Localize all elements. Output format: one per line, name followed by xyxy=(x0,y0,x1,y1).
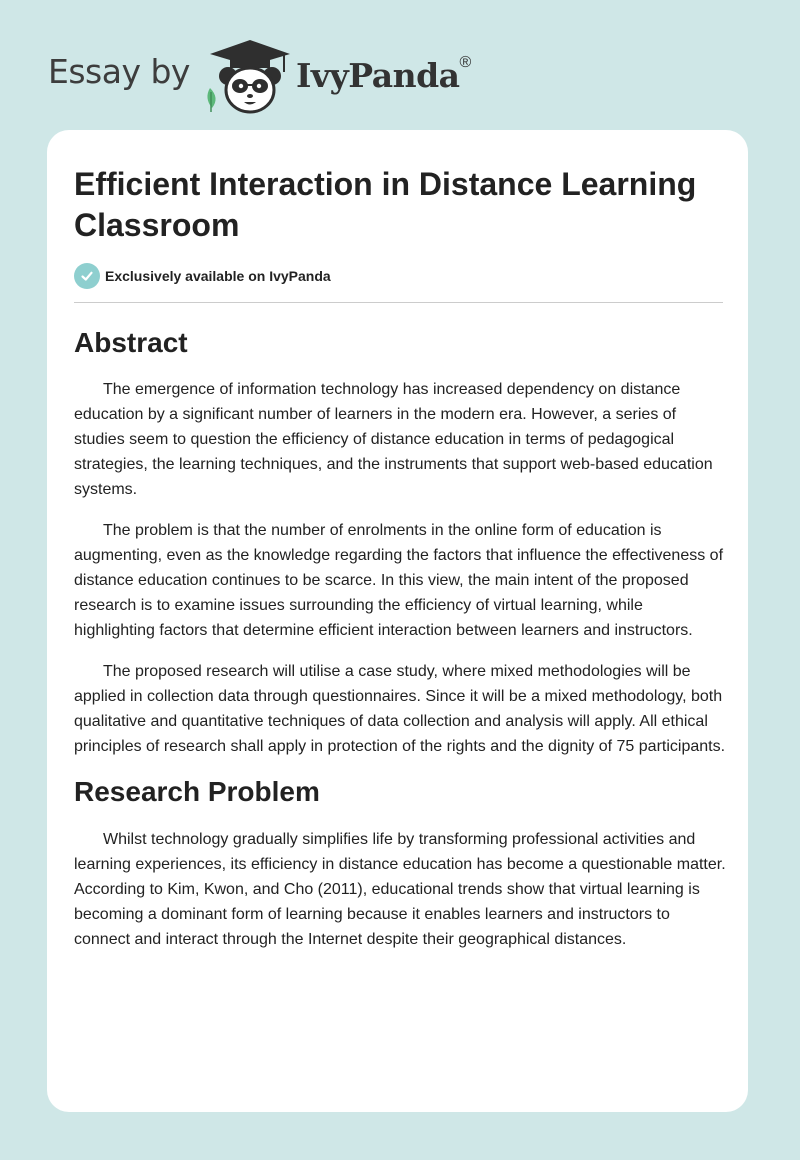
registered-mark: ® xyxy=(459,54,471,71)
paragraph: The problem is that the number of enrolments in the online form of education is augmenting, even as the knowledge regarding the factors that influence the effectiveness of distance education continues to be scarce. In this view, the main intent of the proposed research is to examine issues surrounding the efficiency of virtual learning, while highlighting factors that determine efficient interaction between learners and instructors. xyxy=(74,522,724,639)
paragraph: The emergence of information technology has increased dependency on distance education by a significant number of learners in the modern era. However, a series of studies seem to question the efficiency of distance education in terms of pedagogical strategies, the learning techniques, and the instruments that support web-based education systems. xyxy=(74,381,713,498)
section-heading: Research Problem xyxy=(74,776,320,807)
page-title: Efficient Interaction in Distance Learning Classroom xyxy=(74,166,697,243)
checkmark-icon xyxy=(74,263,100,289)
section-research-problem xyxy=(74,775,726,952)
divider xyxy=(74,302,723,303)
essay-card xyxy=(47,130,748,1112)
paragraph: Whilst technology gradually simplifies life by transforming professional activities and learning experiences, its efficiency in distance education has become a questionable matter. According to Kim, Kwon, and Cho (2011), educational trends show that virtual learning is becoming a dominant form of learning because it enables learners and instructors to connect and interact through the Internet despite their geographical distances. xyxy=(74,831,726,948)
essay-by-label: Essay by xyxy=(48,52,190,91)
exclusive-badge-label: Exclusively available on IvyPanda xyxy=(105,268,331,284)
exclusive-badge xyxy=(74,263,331,289)
paragraph: The proposed research will utilise a case study, where mixed methodologies will be applied in collection data through questionnaires. Since it will be a mixed methodology, both qualitative and quantitative techniques of data collection and analysis will apply. All ethical principles of research shall apply in protection of the rights and the dignity of 75 participants. xyxy=(74,663,726,755)
panda-logo-icon[interactable] xyxy=(200,36,300,116)
section-heading: Abstract xyxy=(74,327,188,358)
site-header xyxy=(48,28,508,118)
brand-name[interactable]: IvyPanda® xyxy=(296,54,471,95)
section-abstract xyxy=(74,326,726,759)
article-body xyxy=(74,326,726,952)
